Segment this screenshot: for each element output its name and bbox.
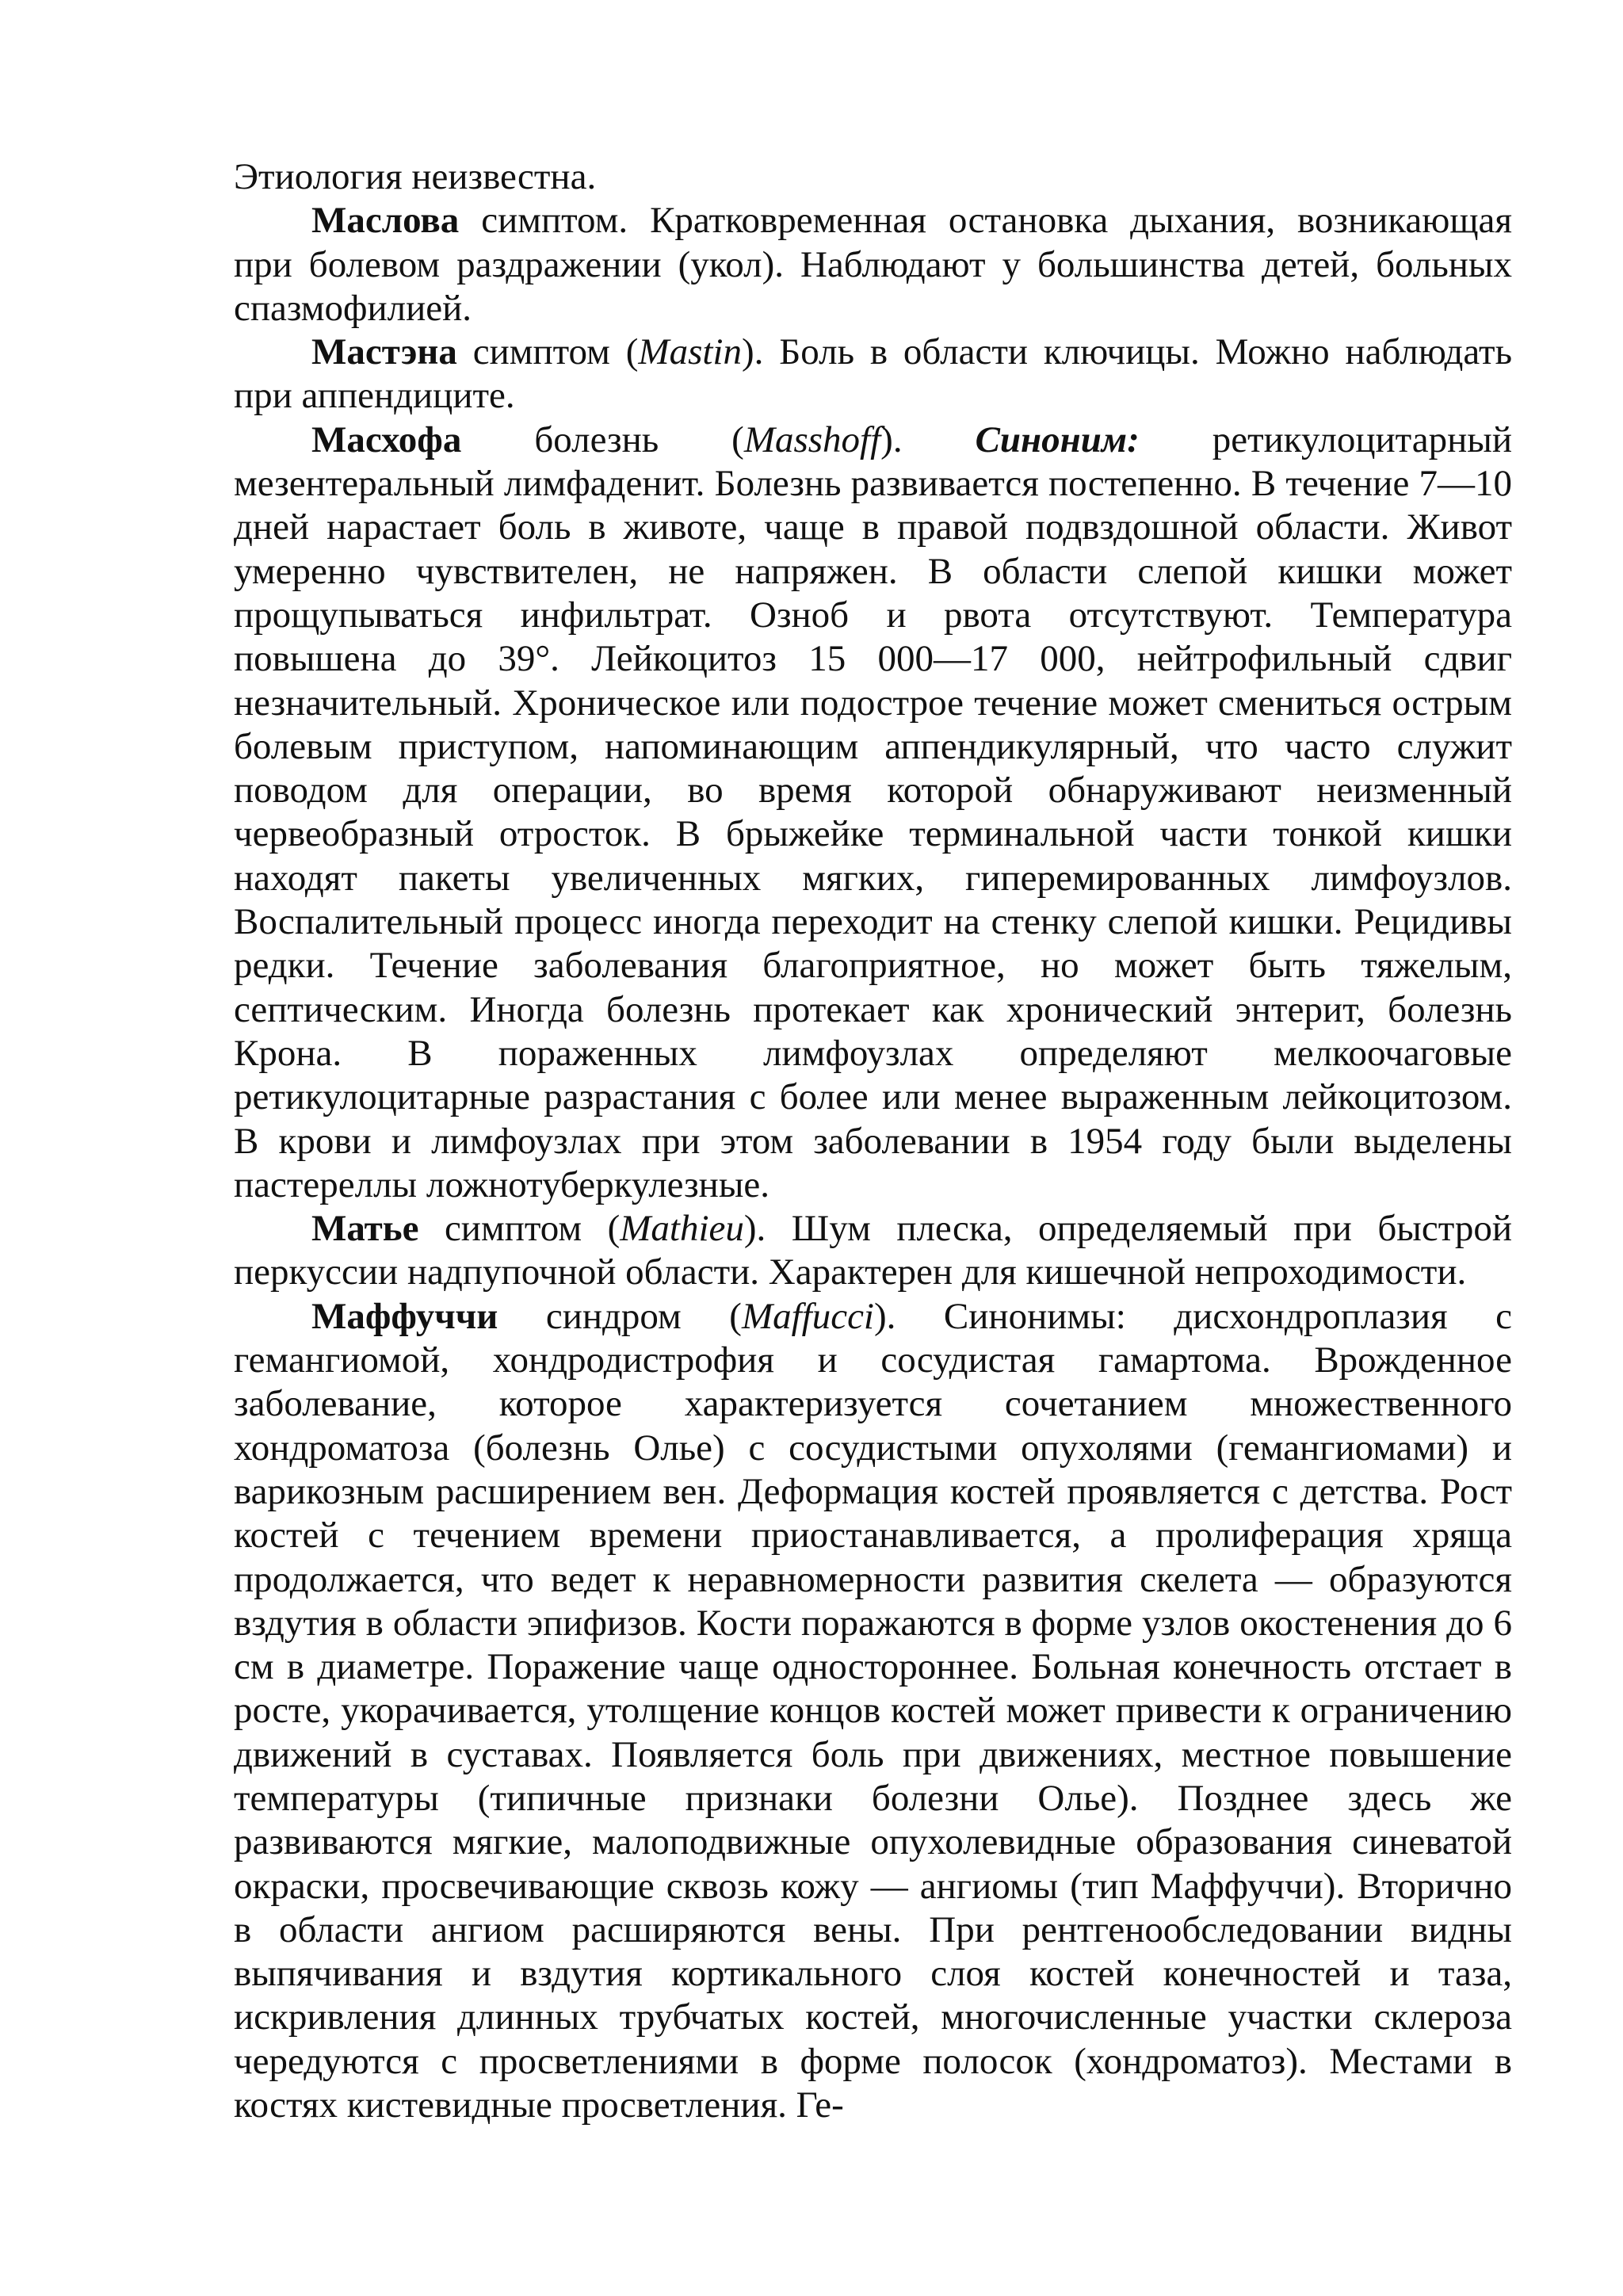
entry-mastin (234, 330, 1512, 418)
latin-name: Masshoff (743, 418, 881, 460)
entry-text: ретикулоцитарный мезентеральный лимфаденит. Болезнь развивается постепенно. В течение 7—10 дней нарастает боль в животе, чаще в правой подвздошной области. Живот умеренно чувствителен, не напряжен. В области слепой кишки может прощупываться инфильтрат. Озноб и рвота отсутствуют. Температура повышена до 39°. Лейкоцитоз 15 000—17 000, нейтрофильный сдвиг незначительный. Хроническое или подострое течение может смениться острым болевым приступом, напоминающим аппендикулярный, что часто служит поводом для операции, во время которой обнаруживают неизменный червеобразный отросток. В брыжейке терминальной части тонкой кишки находят пакеты увеличенных мягких, гиперемированных лимфоузлов. Воспалительный процесс иногда переходит на стенку слепой кишки. Рецидивы редки. Течение заболевания благоприятное, но может быть тяжелым, септическим. Иногда болезнь протекает как хронический энтерит, болезнь Крона. В пораженных лимфоузлах определяют мелкоочаговые ретикулоцитарные разрастания с более или менее выраженным лейкоцитозом. В крови и лимфоузлах при этом заболевании в 1954 году были выделены пастереллы ложнотуберкулезные. (234, 418, 1512, 1205)
entry-term: Маффуччи (311, 1295, 498, 1337)
entry-text: симптом ( (418, 1208, 621, 1250)
entry-text: ). Боль в области ключицы. Можно наблюдать при аппендиците. (234, 331, 1513, 417)
entry-maslov (234, 199, 1512, 330)
latin-name: Mathieu (620, 1208, 744, 1250)
entry-term: Матье (311, 1208, 419, 1250)
entry-text: симптом. Кратковременная остановка дыхания, возникающая при болевом раздражении (укол). Наблюдают у большинства детей, больных спазмофилией. (234, 200, 1512, 329)
entry-text: синдром ( (498, 1295, 742, 1337)
paragraph-text: Этиология неизвестна. (234, 156, 597, 197)
entry-text: ). Шум плеска, определяемый при быстрой перкуссии надпупочной области. Характерен для кишечной непроходимости. (234, 1208, 1513, 1293)
entry-text: ). (880, 418, 976, 460)
synonym-label: Синоним: (975, 418, 1140, 460)
paragraph-etiology (234, 155, 1512, 199)
entry-text: болезнь ( (461, 418, 744, 460)
entry-maffucci (234, 1295, 1512, 2128)
entry-mathieu (234, 1207, 1512, 1295)
document-page (234, 155, 1512, 2127)
entry-term: Мастэна (311, 331, 457, 373)
entry-term: Маслова (311, 200, 460, 242)
entry-text: симптом ( (456, 331, 639, 373)
entry-term: Масхофа (311, 418, 462, 460)
entry-masshoff (234, 418, 1512, 1207)
latin-name: Maffucci (741, 1295, 874, 1337)
latin-name: Mastin (638, 331, 742, 373)
entry-text: ). Синонимы: дисхондроплазия с гемангиомой, хондродистрофия и сосудистая гамартома. Врожденное заболевание, которое характеризуется сочетанием множественного хондроматоза (болезнь Олье) с сосудистыми опухолями (гемангиомами) и варикозным расширением вен. Деформация костей проявляется с детства. Рост костей с течением времени приостанавливается, а пролиферация хряща продолжается, что ведет к неравномерности развития скелета — образуются вздутия в области эпифизов. Кости поражаются в форме узлов окостенения до 6 см в диаметре. Поражение чаще одностороннее. Больная конечность отстает в росте, укорачивается, утолщение концов костей может привести к ограничению движений в суставах. Появляется боль при движениях, местное повышение температуры (типичные признаки болезни Олье). Позднее здесь же развиваются мягкие, малоподвижные опухолевидные образования синеватой окраски, просвечивающие сквозь кожу — ангиомы (тип Маффуччи). Вторично в области ангиом расширяются вены. При рентгенообследовании видны выпячивания и вздутия кортикального слоя костей конечностей и таза, искривления длинных трубчатых костей, многочисленные участки склероза чередуются с просветлениями в форме полосок (хондроматоз). Местами в костях кистевидные просветления. Ге- (234, 1295, 1513, 2126)
